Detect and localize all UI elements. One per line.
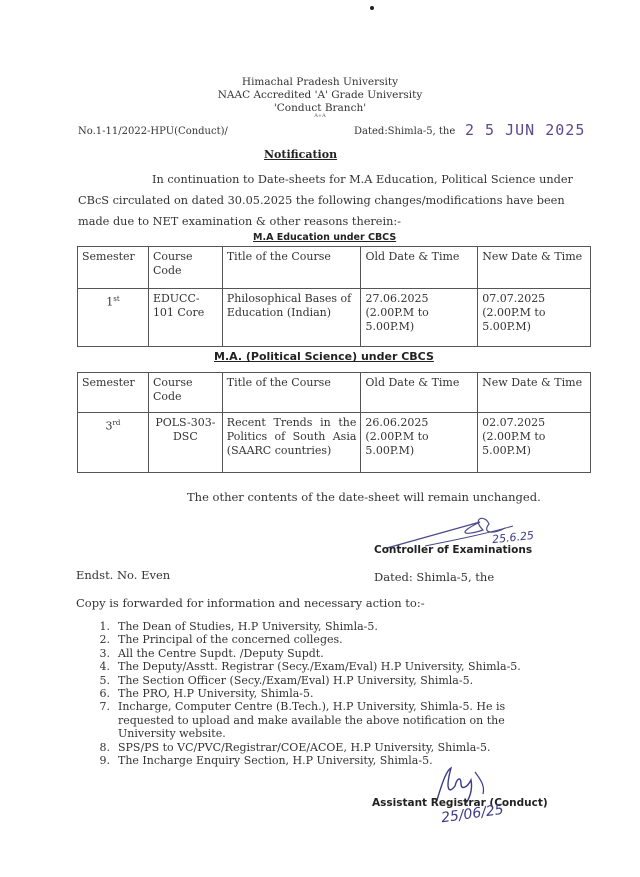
date-stamp: 2 5 JUN 2025: [465, 121, 586, 139]
cell-course-code: EDUCC-101 Core: [148, 289, 222, 347]
th-course-code: Course Code: [148, 373, 222, 413]
th-new-date: New Date & Time: [478, 373, 591, 413]
table-row: [78, 289, 591, 347]
university-accreditation: NAAC Accredited 'A' Grade University: [217, 89, 423, 101]
unchanged-note: The other contents of the date-sheet will remain unchanged.: [187, 490, 541, 504]
list-item: 4. The Deputy/Asstt. Registrar (Secy./Exam/Eval) H.P University, Shimla-5.: [99, 660, 521, 674]
intro-line-1: In continuation to Date-sheets for M.A Education, Political Science under: [152, 173, 573, 186]
cell-course-title: Recent Trends in the Politics of South Asia (SAARC countries): [222, 413, 361, 473]
table2-header-row: [78, 373, 591, 413]
cell-course-title: Philosophical Bases of Education (Indian): [222, 289, 361, 347]
cell-semester: 1st: [78, 289, 149, 347]
list-item: 9. The Incharge Enquiry Section, H.P University, Shimla-5.: [99, 754, 433, 768]
signature2-date: 25/06/25: [440, 801, 505, 827]
th-new-date: New Date & Time: [478, 247, 591, 289]
list-item: 6. The PRO, H.P University, Shimla-5.: [99, 687, 314, 701]
list-item: 7. Incharge, Computer Centre (B.Tech.), H.P University, Shimla-5. He is requested to upload and make available the above notification on the University website.: [99, 700, 506, 741]
th-course-code: Course Code: [148, 247, 222, 289]
th-semester: Semester: [78, 247, 149, 289]
page-mark-dot: [370, 6, 374, 10]
intro-line-3: made due to NET examination & other reasons therein:-: [78, 215, 401, 228]
branch-name: 'Conduct Branch': [273, 102, 367, 114]
copy-intro: Copy is forwarded for information and necessary action to:-: [76, 596, 425, 610]
cell-old-date: 26.06.2025 (2.00P.M to 5.00P.M): [361, 413, 478, 473]
cell-course-code: POLS-303-DSC: [148, 413, 222, 473]
cell-new-date: 07.07.2025 (2.00P.M to 5.00P.M): [478, 289, 591, 347]
th-old-date: Old Date & Time: [361, 373, 478, 413]
th-course-title: Title of the Course: [222, 373, 361, 413]
th-old-date: Old Date & Time: [361, 247, 478, 289]
table1-header-row: [78, 247, 591, 289]
controller-designation: Controller of Examinations: [374, 544, 533, 556]
endorsement-number: Endst. No. Even: [76, 568, 171, 582]
reference-number: No.1-11/2022-HPU(Conduct)/: [78, 126, 228, 137]
header-mark: A+A: [314, 113, 326, 119]
th-course-title: Title of the Course: [222, 247, 361, 289]
university-name: Himachal Pradesh University: [241, 76, 399, 88]
notification-title: Notification: [264, 148, 338, 161]
intro-line-2: CBcS circulated on dated 30.05.2025 the following changes/modifications have been: [78, 194, 565, 207]
list-item: 8. SPS/PS to VC/PVC/Registrar/COE/ACOE, H.P University, Shimla-5.: [99, 740, 491, 754]
list-item: 2. The Principal of the concerned colleges.: [99, 633, 343, 647]
cell-semester: 3rd: [78, 413, 149, 473]
list-item: 5. The Section Officer (Secy./Exam/Eval) H.P University, Shimla-5.: [99, 673, 474, 687]
list-item: 1. The Dean of Studies, H.P University, Shimla-5.: [99, 620, 378, 633]
table-ma-political-science: [77, 372, 591, 473]
signature1-date: 25.6.25: [491, 528, 535, 547]
table2-caption: M.A. (Political Science) under CBCS: [214, 350, 434, 363]
th-semester: Semester: [78, 373, 149, 413]
assistant-registrar-designation: Assistant Registrar (Conduct): [372, 797, 548, 809]
table-row: [78, 413, 591, 473]
dated-label: Dated:Shimla-5, the: [354, 126, 456, 137]
cell-new-date: 02.07.2025 (2.00P.M to 5.00P.M): [478, 413, 591, 473]
table-ma-education: [77, 246, 591, 347]
cell-old-date: 27.06.2025 (2.00P.M to 5.00P.M): [361, 289, 478, 347]
table1-caption: M.A Education under CBCS: [253, 232, 397, 243]
endorsement-dated: Dated: Shimla-5, the: [374, 570, 495, 584]
copies-list: [90, 620, 560, 767]
list-item: 3. All the Centre Supdt. /Deputy Supdt.: [99, 646, 324, 660]
